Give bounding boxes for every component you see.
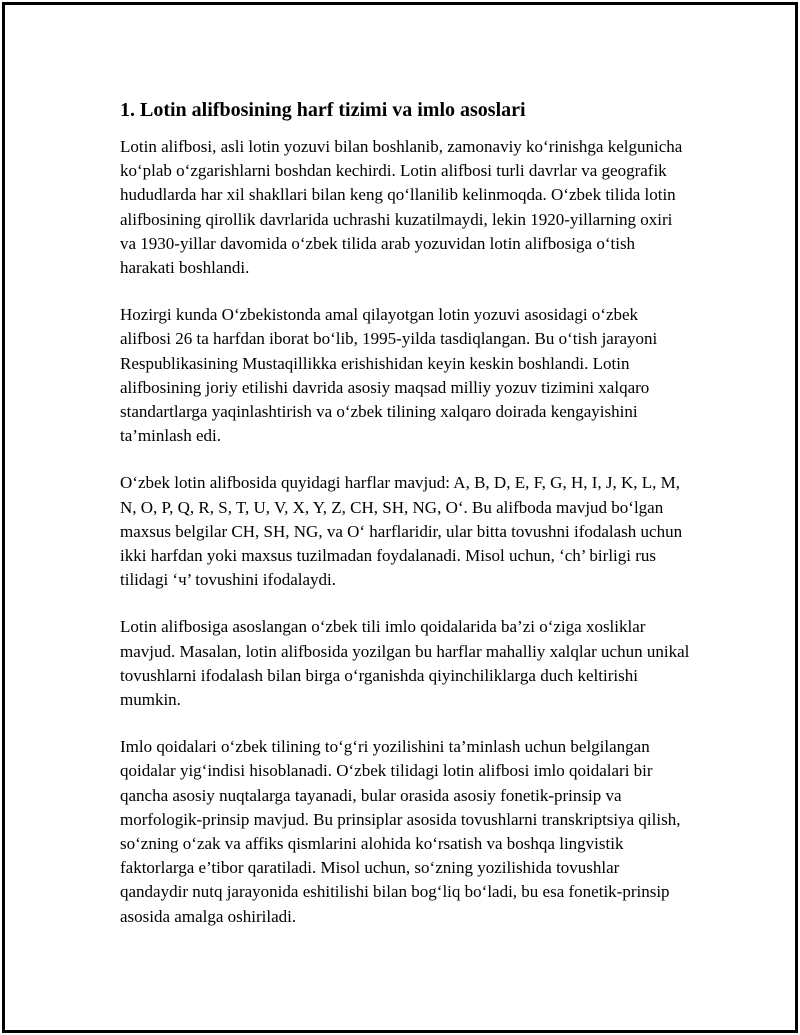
paragraph-spelling-rules: Imlo qoidalari o‘zbek tilining to‘g‘ri yozilishini ta’minlash uchun belgilangan qoidalar yig‘indisi hisoblanadi. O‘zbek tilidagi lotin alifbosi imlo qoidalari bir qancha asosiy nuqtalarga tayanadi, bular orasida asosiy fonetik-prinsip va morfologik-prinsip mavjud. Bu prinsiplar asosida tovushlarni transkriptsiya qilish, so‘zning o‘zak va affiks qismlarini alohida ko‘rsatish va boshqa lingvistik faktorlarga e’tibor qaratiladi. Misol uchun, so‘zning yozilishida tovushlar qandaydir nutq jarayonida eshitilishi bilan bog‘liq bo‘ladi, bu esa fonetik-prinsip asosida amalga oshiriladi.: [120, 737, 681, 926]
paragraph-letter-list: O‘zbek lotin alifbosida quyidagi harflar mavjud: A, B, D, E, F, G, H, I, J, K, L, M, N, O, P, Q, R, S, T, U, V, X, Y, Z, CH, SH, NG, O‘. Bu alifboda mavjud bo‘lgan maxsus belgilar CH, SH, NG, va O‘ harflaridir, ular bitta tovushni ifodalash uchun ikki harfdan yoki maxsus tuzilmadan foydalanadi. Misol uchun, ‘ch’ birligi rus tilidagi ‘ч’ tovushini ifodalaydi.: [120, 473, 683, 590]
paragraph-alphabet-history: Lotin alifbosi, asli lotin yozuvi bilan boshlanib, zamonaviy ko‘rinishga kelgunicha ko‘plab o‘zgarishlarni boshdan kechirdi. Lotin alifbosi turli davrlar va geografik hududlarda har xil shakllari bilan keng qo‘llanilib kelinmoqda. O‘zbek tilida lotin alifbosining qirollik davrlarida uchrashi kuzatilmaydi, lekin 1920-yillarning oxiri va 1930-yillar davomida o‘zbek tilida arab yozuvidan lotin alifbosiga o‘tish harakati boshlandi.: [120, 137, 683, 278]
section-heading: 1. Lotin alifbosining harf tizimi va imlo asoslari: [120, 99, 526, 121]
page-frame: [2, 2, 798, 1033]
paragraph-current-alphabet: Hozirgi kunda O‘zbekistonda amal qilayotgan lotin yozuvi asosidagi o‘zbek alifbosi 26 ta harfdan iborat bo‘lib, 1995-yilda tasdiqlangan. Bu o‘tish jarayoni Respublikasining Mustaqillikka erishishidan keyin keskin boshlandi. Lotin alifbosining joriy etilishi davrida asosiy maqsad milliy yozuv tizimini xalqaro standartlarga yaqinlashtirish va o‘zbek tilining xalqaro doirada kengayishini ta’minlash edi.: [120, 305, 658, 446]
paragraph-spelling-features: Lotin alifbosiga asoslangan o‘zbek tili imlo qoidalarida ba’zi o‘ziga xosliklar mavjud. Masalan, lotin alifbosida yozilgan bu harflar mahalliy xalqlar uchun unikal tovushlarni ifodalash bilan birga o‘rganishda qiyinchiliklarga duch keltirishi mumkin.: [120, 617, 690, 710]
document-body: [120, 97, 690, 952]
